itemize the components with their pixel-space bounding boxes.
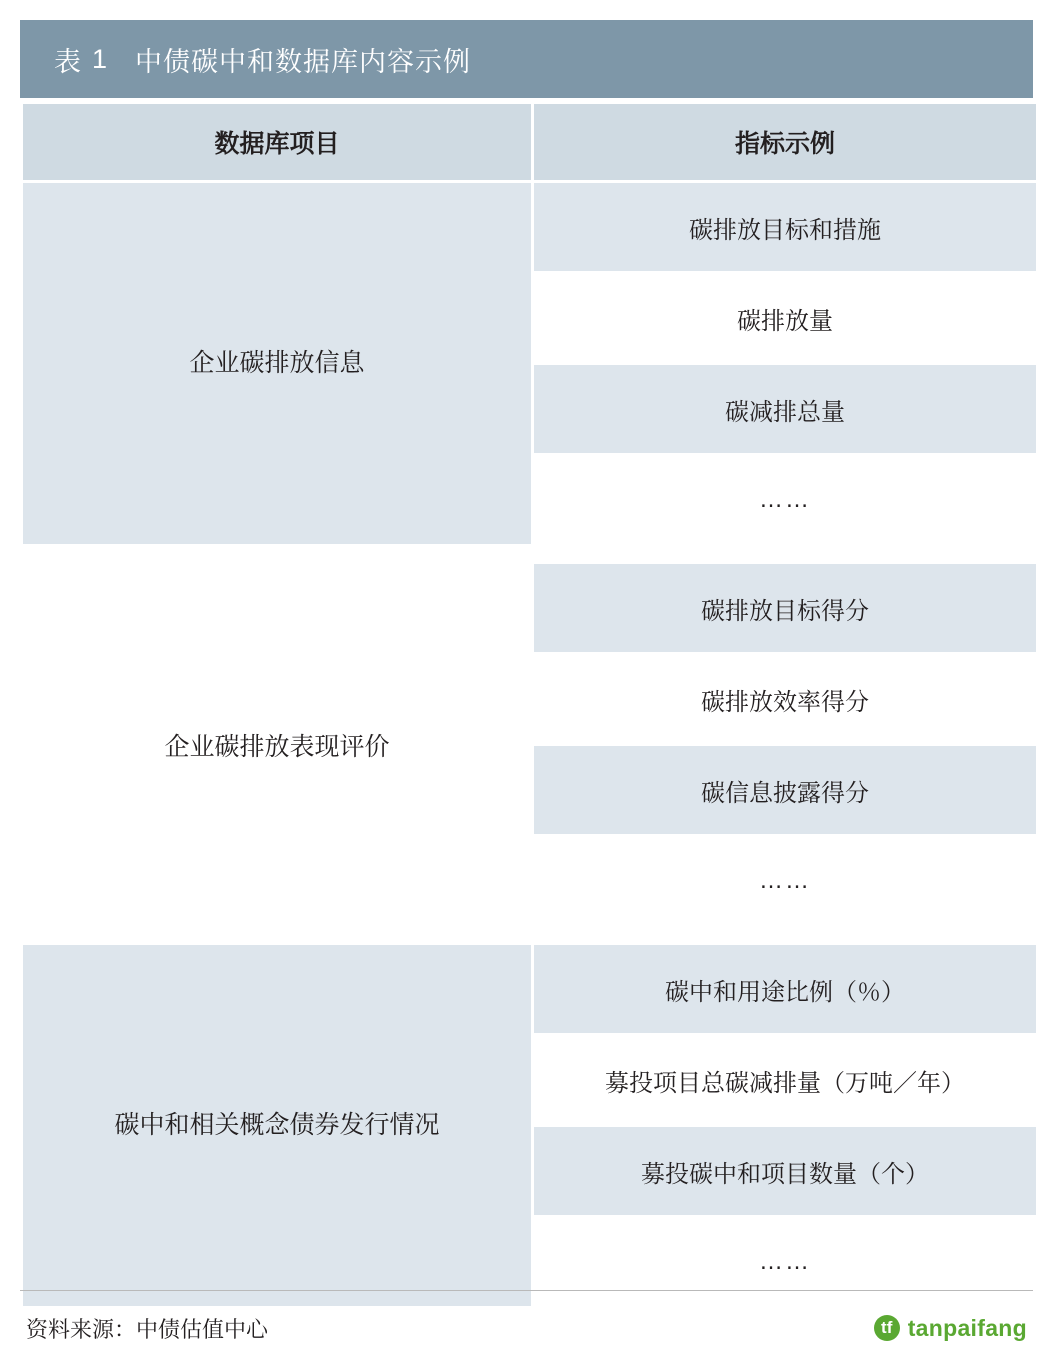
indicator-cell: 募投碳中和项目数量（个） (534, 1127, 1036, 1215)
spacer-cell (534, 928, 1036, 942)
brand-name: tanpaifang (907, 1314, 1027, 1341)
indicator-cell: 碳减排总量 (534, 365, 1036, 453)
indicator-cell: 碳中和用途比例（％） (534, 945, 1036, 1033)
column-header-indicator: 指标示例 (534, 104, 1036, 180)
content-table (20, 101, 1039, 1309)
indicator-cell: 碳信息披露得分 (534, 746, 1036, 834)
table-title-label: 表 (54, 46, 82, 77)
indicator-cell-ellipsis: …… (534, 1218, 1036, 1306)
group-spacer (23, 928, 1036, 942)
table-header-row (23, 104, 1036, 180)
spacer-cell (23, 928, 531, 942)
table-row (23, 183, 1036, 271)
source-note: 资料来源：中债估值中心 (26, 1316, 269, 1342)
spacer-cell (534, 547, 1036, 561)
column-header-project: 数据库项目 (23, 104, 531, 180)
category-cell-2: 企业碳排放表现评价 (23, 564, 531, 925)
leaf-icon: tf (874, 1315, 900, 1341)
brand-logo (874, 1315, 1033, 1342)
indicator-cell: 募投项目总碳减排量（万吨／年） (534, 1036, 1036, 1124)
spacer-cell (23, 547, 531, 561)
table-title-bar (20, 20, 1033, 98)
table-title-number: 1 (92, 43, 108, 74)
table-row (23, 945, 1036, 1033)
indicator-cell: 碳排放目标得分 (534, 564, 1036, 652)
table-row (23, 564, 1036, 652)
category-cell-3: 碳中和相关概念债券发行情况 (23, 945, 531, 1306)
indicator-cell: 碳排放效率得分 (534, 655, 1036, 743)
indicator-cell-ellipsis: …… (534, 456, 1036, 544)
category-cell-1: 企业碳排放信息 (23, 183, 531, 544)
table-footer (20, 1290, 1033, 1365)
indicator-cell-ellipsis: …… (534, 837, 1036, 925)
table-title-text: 中债碳中和数据库内容示例 (135, 46, 472, 77)
indicator-cell: 碳排放量 (534, 274, 1036, 362)
indicator-cell: 碳排放目标和措施 (534, 183, 1036, 271)
group-spacer (23, 547, 1036, 561)
